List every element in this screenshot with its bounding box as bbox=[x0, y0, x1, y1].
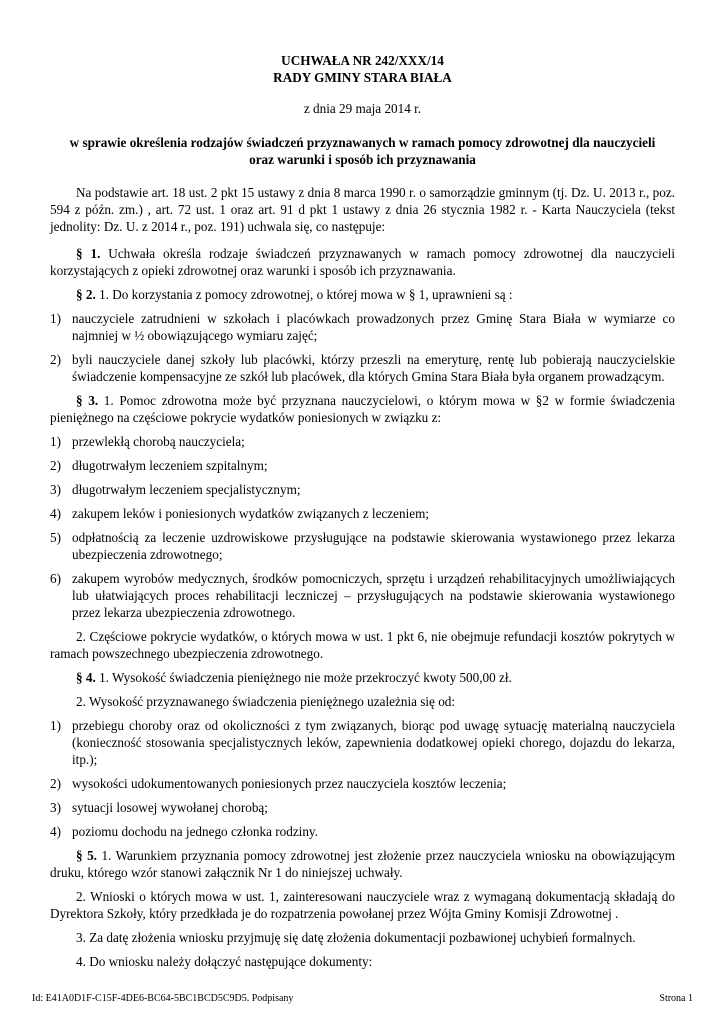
subject-line-1: w sprawie określenia rodzajów świadczeń przyznawanych w ramach pomocy zdrowotnej dla nauczycieli bbox=[69, 135, 656, 150]
section-4 bbox=[50, 669, 675, 686]
list-item bbox=[50, 351, 675, 385]
list-item-text: zakupem wyrobów medycznych, środków pomocniczych, sprzętu i urządzeń rehabilitacyjnych umożliwiających lub ułatwiających proces rehabilitacji leczniczej – przysługujących na podstawie skierowania wystawionego przez lekarza ubezpieczenia zdrowotnego. bbox=[72, 571, 675, 620]
list-item-number: 4) bbox=[50, 824, 61, 839]
list-item bbox=[50, 799, 675, 816]
resolution-title bbox=[0, 52, 725, 86]
subject-line-2: oraz warunki i sposób ich przyznawania bbox=[249, 152, 476, 167]
section-2-text: 1. Do korzystania z pomocy zdrowotnej, o której mowa w § 1, uprawnieni są : bbox=[95, 287, 513, 302]
document-body bbox=[50, 184, 675, 977]
list-item bbox=[50, 717, 675, 768]
section-3-paragraph-2: 2. Częściowe pokrycie wydatków, o których mowa w ust. 1 pkt 6, nie obejmuje refundacji kosztów pokrytych w ramach powszechnego ubezpieczenia zdrowotnego. bbox=[50, 629, 675, 661]
list-item-number: 4) bbox=[50, 506, 61, 521]
section-5 bbox=[50, 847, 675, 881]
list-item-number: 2) bbox=[50, 776, 61, 791]
section-2-mark: § 2. bbox=[76, 287, 96, 302]
section-2 bbox=[50, 286, 675, 303]
list-item bbox=[50, 310, 675, 344]
list-item-text: poziomu dochodu na jednego członka rodziny. bbox=[72, 824, 318, 839]
section-4-paragraph-2: 2. Wysokość przyznawanego świadczenia pieniężnego uzależnia się od: bbox=[76, 694, 456, 709]
section-5-paragraph-2: 2. Wnioski o których mowa w ust. 1, zainteresowani nauczyciele wraz z wymaganą dokumentacją składają do Dyrektora Szkoły, który przedkłada je do rozpatrzenia powołanej przez Wójta Gminy Komisji Zdrowotnej . bbox=[50, 889, 675, 921]
section-5-mark: § 5. bbox=[76, 848, 97, 863]
list-item bbox=[50, 775, 675, 792]
list-item-number: 1) bbox=[50, 311, 61, 326]
list-item-number: 2) bbox=[50, 352, 61, 367]
section-5-paragraph-4: 4. Do wniosku należy dołączyć następujące dokumenty: bbox=[76, 954, 373, 969]
resolution-date: z dnia 29 maja 2014 r. bbox=[303, 101, 422, 116]
section-3-mark: § 3. bbox=[76, 393, 99, 408]
list-item bbox=[50, 433, 675, 450]
list-item bbox=[50, 529, 675, 563]
section-1-mark: § 1. bbox=[76, 246, 101, 261]
list-item-text: zakupem leków i poniesionych wydatków związanych z leczeniem; bbox=[72, 506, 430, 521]
section-5-text: 1. Warunkiem przyznania pomocy zdrowotnej jest złożenie przez nauczyciela wniosku na obowiązującym druku, którego wzór stanowi załącznik Nr 1 do niniejszej uchwały. bbox=[50, 848, 675, 880]
list-item-text: odpłatnością za leczenie uzdrowiskowe przysługujące na podstawie skierowania wystawionego przez lekarza ubezpieczenia zdrowotnego; bbox=[72, 530, 675, 562]
list-item-number: 3) bbox=[50, 800, 61, 815]
list-item-number: 1) bbox=[50, 434, 61, 449]
document-id: Id: E41A0D1F-C15F-4DE6-BC64-5BC1BCD5C9D5. Podpisany bbox=[32, 993, 294, 1004]
list-item-text: wysokości udokumentowanych poniesionych przez nauczyciela kosztów leczenia; bbox=[72, 776, 507, 791]
title-line-2: RADY GMINY STARA BIAŁA bbox=[273, 70, 452, 85]
list-item-number: 3) bbox=[50, 482, 61, 497]
resolution-subject bbox=[0, 134, 725, 168]
page-number: Strona 1 bbox=[659, 993, 693, 1004]
list-item-text: długotrwałym leczeniem szpitalnym; bbox=[72, 458, 268, 473]
section-3 bbox=[50, 392, 675, 426]
list-item bbox=[50, 481, 675, 498]
list-item-text: sytuacji losowej wywołanej chorobą; bbox=[72, 800, 268, 815]
list-item bbox=[50, 570, 675, 621]
title-line-1: UCHWAŁA NR 242/XXX/14 bbox=[281, 53, 444, 68]
list-item bbox=[50, 505, 675, 522]
list-item-number: 1) bbox=[50, 718, 61, 733]
list-item bbox=[50, 457, 675, 474]
list-item-text: przewlekłą chorobą nauczyciela; bbox=[72, 434, 245, 449]
section-4-mark: § 4. bbox=[76, 670, 96, 685]
section-5-paragraph-3: 3. Za datę złożenia wniosku przyjmuję się datę złożenia dokumentacji pozbawionej uchybień formalnych. bbox=[76, 930, 636, 945]
list-item-number: 5) bbox=[50, 530, 61, 545]
section-4-text: 1. Wysokość świadczenia pieniężnego nie może przekroczyć kwoty 500,00 zł. bbox=[95, 670, 512, 685]
list-item-number: 6) bbox=[50, 571, 61, 586]
section-3-text: 1. Pomoc zdrowotna może być przyznana nauczycielowi, o którym mowa w §2 w formie świadczenia pieniężnego na częściowe pokrycie wydatków poniesionych w związku z: bbox=[50, 393, 676, 425]
list-item-text: długotrwałym leczeniem specjalistycznym; bbox=[72, 482, 301, 497]
section-1-text: Uchwała określa rodzaje świadczeń przyznawanych w ramach pomocy zdrowotnej dla nauczycieli korzystających z opieki zdrowotnej oraz warunki i sposób ich przyznawania. bbox=[50, 246, 676, 278]
page-footer bbox=[32, 993, 693, 1005]
list-item bbox=[50, 823, 675, 840]
list-item-text: byli nauczyciele danej szkoły lub placówki, którzy przeszli na emeryturę, rentę lub pobierają nauczycielskie świadczenie kompensacyjne ze szkół lub placówek, dla których Gmina Stara Biała była organem prowadzącym. bbox=[72, 352, 675, 384]
section-1 bbox=[50, 245, 675, 279]
list-item-number: 2) bbox=[50, 458, 61, 473]
preamble: Na podstawie art. 18 ust. 2 pkt 15 ustawy z dnia 8 marca 1990 r. o samorządzie gminnym (tj. Dz. U. 2013 r., poz. 594 z późn. zm.) , art. 72 ust. 1 oraz art. 91 d pkt 1 ustawy z dnia 26 stycznia 1982 r. - Karta Nauczyciela (tekst jednolity: Dz. U. z 2014 r., poz. 191) uchwala się, co następuje: bbox=[50, 185, 675, 234]
list-item-text: nauczyciele zatrudnieni w szkołach i placówkach prowadzonych przez Gminę Stara Biała w wymiarze co najmniej w ½ obowiązującego wymiaru zajęć; bbox=[72, 311, 675, 343]
list-item-text: przebiegu choroby oraz od okoliczności z tym związanych, biorąc pod uwagę sytuację materialną nauczyciela (konieczność stosowania specjalistycznych leków, zapewnienia dodatkowej opieki chorego, dojazdu do lekarza, itp.); bbox=[72, 718, 675, 767]
